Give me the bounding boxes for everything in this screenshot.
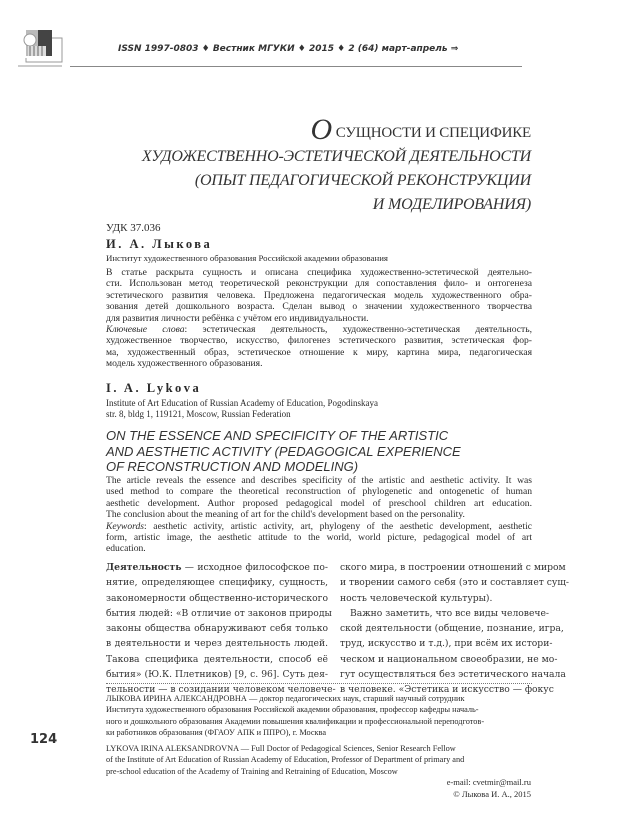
footnote-divider [106, 683, 532, 684]
author-contacts [447, 777, 531, 800]
body-column-left: Деятельность — исходное философское по- нятие, определяющее специфику, сущность, закономерности общественно-исторического бытия людей: «В отличие от законов природы законы общества обнаруживают себя только в деятельности и через деятельность людей. Такова специфика деятельности, способ её бытия» (Ю.К. Плетников) [9, с. 96]. Суть дея- тельности — в созидании человеком человече- [106, 562, 336, 696]
udk-code: УДК 37.036 [106, 222, 161, 234]
body-column-right: ского мира, в построении отношений с миром и творении самого себя (это и составляет сущ- ность человеческой культуры). Важно заметить, что все виды человече- ской деятельности (общение, познание, игра, труд, искусство и т.д.), при всём их истори- ческом и национальном своеобразии, не мо- гут осуществляться без эстетического начала в человеке. «Эстетика и искусство — фокус [340, 562, 569, 696]
page-number: 124 [30, 732, 58, 747]
copyright: © Лыкова И. А., 2015 [453, 788, 531, 799]
institute-ru: Институт художественного образования Российской академии образования [106, 253, 388, 263]
abstract-en: The article reveals the essence and describes specificity of the artistic and aesthetic activity. It was used method to compare the theoretical reconstruction of phylogenetic and ontogenetic of human aesthetic development. Author proposed pedagogical model of preschool children art education. The conclusion about the meaning of art for the child's development based on the personality. Keywords: aesthetic activity, artistic activity, art, phylogeny of the aesthetic development, aesthetic form, artistic image, the aesthetic attitude to the world, world picture, pedagogical model of art education. [106, 475, 532, 555]
title-initial: О [310, 113, 332, 146]
author-bio-en: LYKOVA IRINA ALEKSANDROVNA — Full Doctor of Pedagogical Sciences, Senior Research Fellow of the Institute of Art Education of Russian Academy of Education, Professor of Department of primary and pre-school education of the Academy of Training and Retraining of Education, Moscow [106, 744, 465, 776]
institute-en: Institute of Art Education of Russian Academy of Education, Pogodinskaya str. 8, bldg 1, 119121, Moscow, Russian Federation [106, 398, 378, 419]
article-title-en: ON THE ESSENCE AND SPECIFICITY OF THE ARTISTIC AND AESTHETIC ACTIVITY (PEDAGOGICAL EXPERIENCE OF RECONSTRUCTION AND MODELING) [106, 428, 461, 474]
author-ru: И. А. Лыкова [106, 237, 213, 251]
author-bio-ru: ЛЫКОВА ИРИНА АЛЕКСАНДРОВНА — доктор педагогических наук, старший научный сотрудник Института художественного образования Российской академии образования, профессор кафедры началь- ного и дошкольного образования Академии повышения квалификации и профессиональной переподготов- ки работников образования (ФГАОУ АПК и ППРО), г. Москва [106, 694, 485, 737]
article-title-ru: О СУЩНОСТИ И СПЕЦИФИКЕ ХУДОЖЕСТВЕННО-ЭСТЕТИЧЕСКОЙ ДЕЯТЕЛЬНОСТИ (ОПЫТ ПЕДАГОГИЧЕСКОЙ РЕКОНСТРУКЦИИ И МОДЕЛИРОВАНИЯ) [141, 113, 531, 213]
author-en: I. A. Lykova [106, 381, 202, 395]
author-email[interactable]: e-mail: cvetmir@mail.ru [446, 777, 531, 787]
header-divider [70, 66, 522, 67]
journal-header: ISSN 1997-0803 ♦ Вестник МГУКИ ♦ 2015 ♦ 2 (64) март-апрель ⇒ [118, 44, 459, 54]
journal-logo-icon [18, 28, 63, 74]
abstract-ru: В статье раскрыта сущность и описана специфика художественно-эстетической деятельно- сти. Использован метод теоретической реконструкции для сопоставления фило- и онтогенеза эстетического развития человека. Предложена педагогическая модель художественного обра- зования детей дошкольного возраста. Сделан вывод о значении художественного творчества для развития личности ребёнка с учётом его индивидуальности. Ключевые слова: эстетическая деятельность, художественно-эстетическая деятельность, художественное творчество, искусство, филогенез эстетического развития, эстетическая фор- ма, художественный образ, эстетическое отношение к миру, картина мира, педагогическая модель художественного образования. [106, 267, 532, 370]
